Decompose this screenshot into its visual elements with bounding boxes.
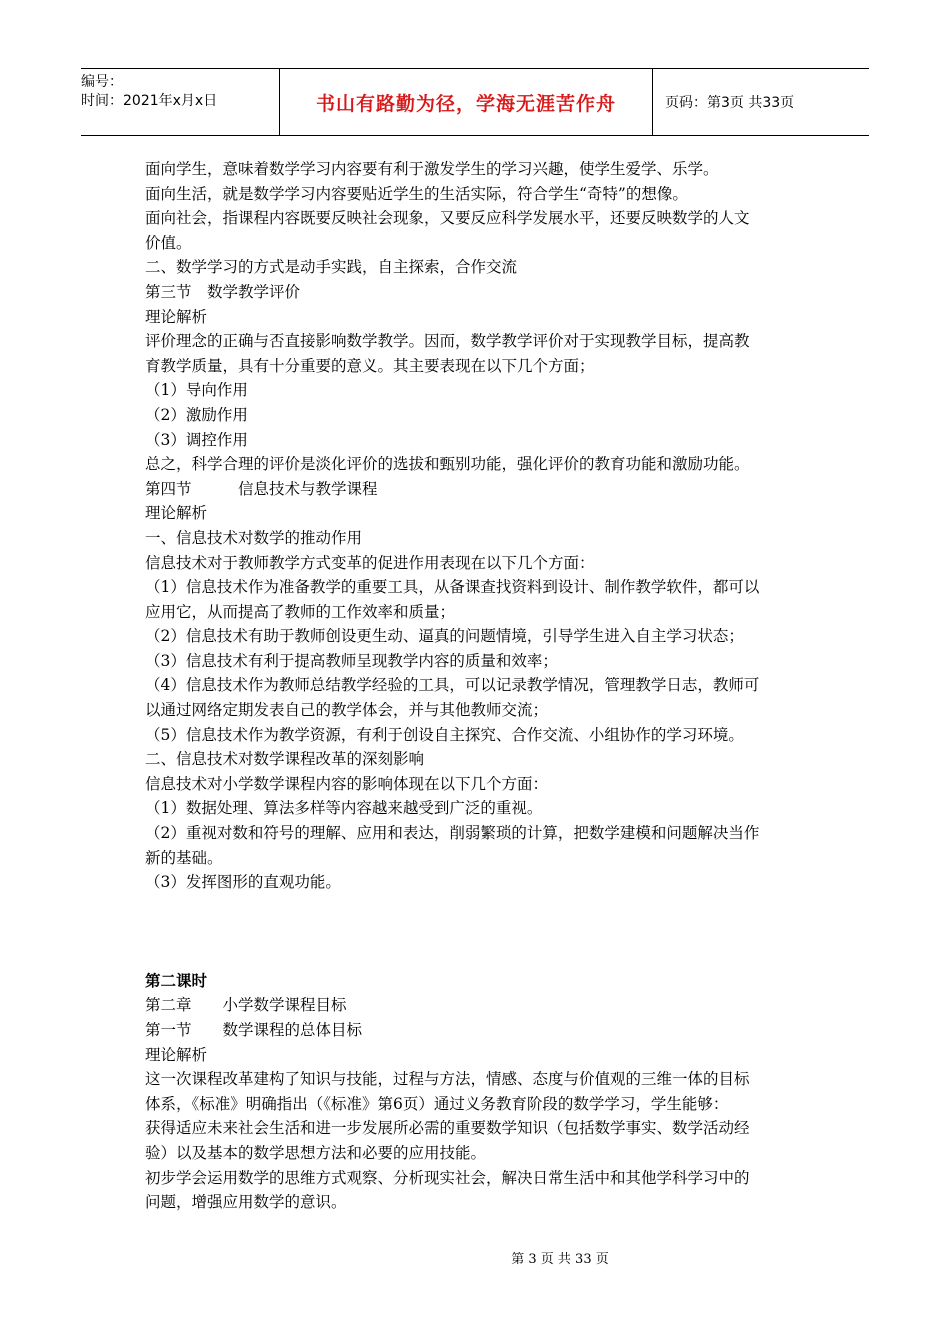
body-line: 面向生活，就是数学学习内容要贴近学生的生活实际，符合学生“奇特”的想像。 [145, 184, 688, 203]
body-line: 评价理念的正确与否直接影响数学教学。因而，数学教学评价对于实现教学目标，提高教 [145, 332, 750, 351]
body-line: 二、信息技术对数学课程改革的深刻影响 [145, 750, 425, 769]
list-item: （3）信息技术有利于提高教师呈现教学内容的质量和效率； [145, 651, 558, 670]
lesson-title: 第二课时 [145, 971, 208, 990]
body-line: 理论解析 [145, 504, 208, 523]
body-line: 这一次课程改革建构了知识与技能，过程与方法，情感、态度与价值观的三维一体的目标 [145, 1070, 750, 1089]
body-line: 二、数学学习的方式是动手实践，自主探索，合作交流 [145, 258, 518, 277]
document-time-label: 时间：2021年x月x日 [81, 93, 218, 109]
list-item: （1）数据处理、算法多样等内容越来越受到广泛的重视。 [145, 799, 543, 818]
list-item: （3）调控作用 [145, 430, 248, 449]
list-item: （2）信息技术有助于教师创设更生动、逼真的问题情境，引导学生进入自主学习状态； [145, 627, 744, 646]
list-item: （3）发挥图形的直观功能。 [145, 873, 341, 892]
list-item: （5）信息技术作为教学资源，有利于创设自主探究、合作交流、小组协作的学习环境。 [145, 725, 744, 744]
list-item: （2）重视对数和符号的理解、应用和表达，削弱繁琐的计算，把数学建模和问题解决当作 [145, 824, 760, 843]
list-item: 以通过网络定期发表自己的教学体会，并与其他教师交流； [145, 701, 549, 720]
page-header [81, 68, 869, 136]
body-line: 信息技术对小学数学课程内容的影响体现在以下几个方面： [145, 774, 549, 793]
body-line: 理论解析 [145, 307, 208, 326]
document-body [145, 157, 810, 1215]
section-heading: 第一节 数学课程的总体目标 [145, 1021, 363, 1039]
body-line: 获得适应未来社会生活和进一步发展所必需的重要数学知识（包括数学事实、数学活动经 [145, 1119, 750, 1138]
body-line: 价值。 [145, 233, 192, 252]
header-meta [81, 69, 280, 135]
body-line: 信息技术对于教师教学方式变革的促进作用表现在以下几个方面： [145, 553, 595, 572]
page-footer: 第 3 页 共 33 页 [511, 1252, 609, 1267]
section-heading: 第四节 信息技术与教学课程 [145, 479, 378, 498]
list-item: （1）信息技术作为准备教学的重要工具，从备课查找资料到设计、制作教学软件，都可以 [145, 578, 760, 597]
body-line: 面向学生，意味着数学学习内容要有利于激发学生的学习兴趣，使学生爱学、乐学。 [145, 160, 719, 178]
body-line: 问题，增强应用数学的意识。 [145, 1193, 347, 1212]
list-item: （1）导向作用 [145, 381, 248, 400]
list-item: 应用它，从而提高了教师的工作效率和质量； [145, 602, 456, 621]
body-line: 验）以及基本的数学思想方法和必要的应用技能。 [145, 1143, 487, 1162]
section-heading: 第三节 数学教学评价 [145, 282, 301, 301]
body-line: 体系，《标准》明确指出（《标准》第6页）通过义务教育阶段的数学学习，学生能够： [145, 1094, 729, 1113]
chapter-heading: 第二章 小学数学课程目标 [145, 996, 347, 1015]
header-motto: 书山有路勤为径，学海无涯苦作舟 [280, 69, 653, 135]
body-line: 一、信息技术对数学的推动作用 [145, 528, 363, 547]
document-number-label: 编号： [81, 74, 123, 90]
body-line: 面向社会，指课程内容既要反映社会现象，又要反应科学发展水平，还要反映数学的人文 [145, 209, 750, 228]
body-line: 初步学会运用数学的思维方式观察、分析现实社会，解决日常生活中和其他学科学习中的 [145, 1168, 750, 1187]
header-page-code: 页码：第3页 共33页 [665, 95, 795, 111]
list-item: 新的基础。 [145, 848, 223, 867]
list-item: （4）信息技术作为教师总结教学经验的工具，可以记录教学情况，管理教学日志，教师可 [145, 676, 760, 695]
body-line: 育教学质量，具有十分重要的意义。其主要表现在以下几个方面； [145, 356, 595, 375]
spacer [145, 895, 810, 969]
body-line: 总之，科学合理的评价是淡化评价的选拔和甄别功能，强化评价的教育功能和激励功能。 [145, 455, 750, 474]
body-line: 理论解析 [145, 1045, 208, 1064]
list-item: （2）激励作用 [145, 405, 248, 424]
